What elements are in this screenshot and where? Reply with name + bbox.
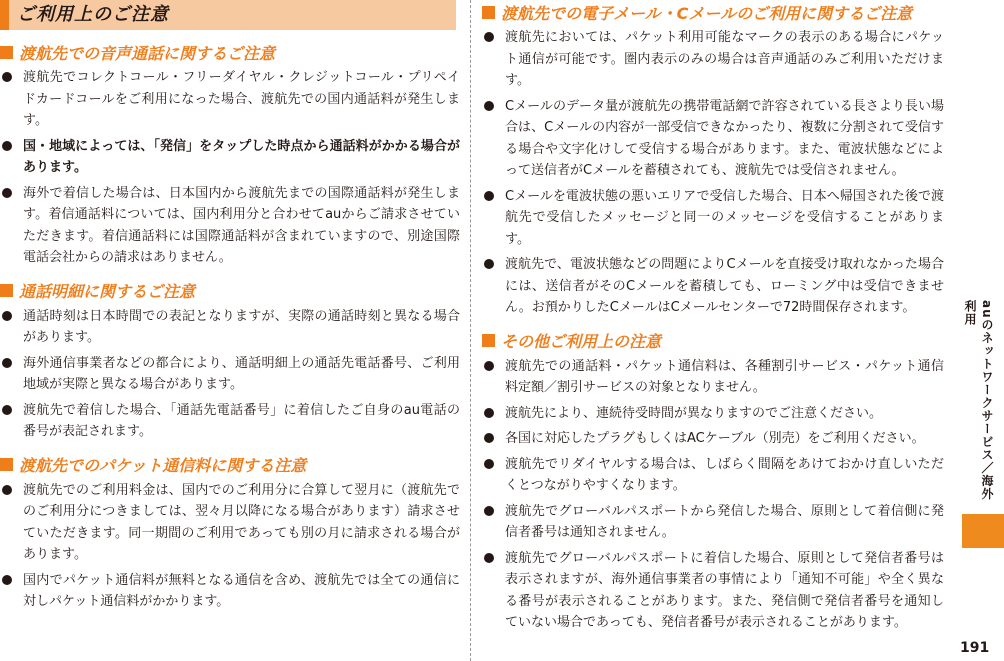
list-item: 渡航先により、連続待受時間が異なりますのでご注意ください。 (482, 403, 944, 425)
item-list (0, 306, 460, 443)
square-bullet-icon (0, 46, 13, 59)
section-heading-text: 渡航先でのパケット通信料に関する注意 (19, 456, 307, 475)
item-list (482, 27, 944, 319)
item-list (482, 356, 944, 634)
list-item: 渡航先で、電波状態などの問題によりCメールを直接受け取れなかった場合には、送信者がそのCメールを蓄積しても、ローミング中は受信できません。お預かりしたCメールはCメールセンターで72時間保存されます。 (482, 254, 944, 319)
page-number: 191 (960, 640, 990, 656)
bullet-icon (484, 408, 494, 418)
section-heading-text: 渡航先での音声通話に関するご注意 (19, 43, 276, 63)
list-item: 各国に対応したプラグもしくはACケーブル（別売）をご利用ください。 (482, 428, 944, 450)
bullet-icon (484, 459, 494, 469)
bullet-icon (2, 72, 12, 82)
list-item: 通話時刻は日本時間での表記となりますが、実際の通話時刻と異なる場合があります。 (0, 306, 460, 349)
list-item: 国内でパケット通信料が無料となる通信を含め、渡航先では全ての通信に対しパケット通信料がかかります。 (0, 570, 460, 613)
section-packet-fees (0, 453, 460, 613)
item-list (0, 67, 460, 269)
list-item: 渡航先でリダイヤルする場合は、しばらく間隔をあけておかけ直しいただくとつながりやすくなります。 (482, 454, 944, 497)
bullet-icon (2, 575, 12, 585)
bullet-icon (484, 553, 494, 563)
list-item: 渡航先においては、パケット利用可能なマークの表示のある場合にパケット通信が可能です。圏内表示のみの場合は音声通話のみご利用いただけます。 (482, 27, 944, 92)
section-email-cmail (482, 0, 944, 319)
list-item: 渡航先で着信した場合、「通話先電話番号」に着信したご自身のau電話の番号が表記されます。 (0, 400, 460, 443)
square-bullet-icon (0, 458, 13, 471)
section-heading-text: 通話明細に関するご注意 (19, 282, 196, 301)
bullet-icon (484, 361, 494, 371)
square-bullet-icon (0, 284, 13, 297)
section-other-notes (482, 329, 944, 634)
list-item: 渡航先でのご利用料金は、国内でのご利用分に合算して翌月に（渡航先でのご利用分につきましては、翌々月以降になる場合があります）請求させていただきます。同一期間のご利用であっても別の月に請求される場合があります。 (0, 480, 460, 566)
list-item: Cメールを電波状態の悪いエリアで受信した場合、日本へ帰国された後で渡航先で受信したメッセージと同一のメッセージを受信することがあります。 (482, 186, 944, 251)
bullet-icon (2, 311, 12, 321)
bullet-icon (484, 433, 494, 443)
square-bullet-icon (482, 6, 495, 19)
section-heading-text: 渡航先での電子メール・Cメールのご利用に関するご注意 (501, 3, 913, 23)
bullet-icon (484, 32, 494, 42)
chapter-side-tab: auのネットワークサービス／海外利用 (963, 300, 994, 501)
bullet-icon (2, 405, 12, 415)
item-list (0, 480, 460, 613)
list-item: 渡航先でグローバルパスポートに着信した場合、原則として発信者番号は表示されますが、海外通信事業者の事情により「通知不可能」や全く異なる番号が表示されることがあります。また、発信側で発信者番号を通知していない場合であっても、発信者番号が表示されることがあります。 (482, 548, 944, 634)
right-column (482, 0, 944, 638)
page-title: ご利用上のご注意 (0, 0, 456, 30)
bullet-icon (484, 506, 494, 516)
section-heading (0, 279, 460, 303)
bullet-icon (484, 191, 494, 201)
list-item: 渡航先でコレクトコール・フリーダイヤル・クレジットコール・プリペイドカードコールをご利用になった場合、渡航先での国内通話料が発生します。 (0, 67, 460, 132)
list-item: 海外通信事業者などの都合により、通話明細上の通話先電話番号、ご利用地域が実際と異なる場合があります。 (0, 353, 460, 396)
list-item: 渡航先でグローバルパスポートから発信した場合、原則として着信側に発信者番号は通知されません。 (482, 501, 944, 544)
section-heading (482, 329, 944, 353)
list-item: 国・地域によっては、「発信」をタップした時点から通話料がかかる場合があります。 (0, 136, 460, 179)
section-call-details (0, 279, 460, 443)
list-item: 海外で着信した場合は、日本国内から渡航先までの国際通話料が発生します。着信通話料については、国内利用分と合わせてauからご請求させていただきます。着信通話料には国際通話料が含まれていますので、別途国際電話会社からの請求はありません。 (0, 183, 460, 269)
column-divider (470, 0, 471, 661)
bullet-icon (2, 358, 12, 368)
bullet-icon (484, 259, 494, 269)
section-heading (0, 453, 460, 477)
square-bullet-icon (482, 334, 495, 347)
bullet-icon (2, 141, 12, 151)
section-heading-text: その他ご利用上の注意 (501, 332, 662, 351)
left-column (0, 0, 460, 617)
chapter-marker-block (962, 514, 1004, 548)
bullet-icon (2, 188, 12, 198)
bullet-icon (2, 485, 12, 495)
list-item: Cメールのデータ量が渡航先の携帯電話網で許容されている長さより長い場合は、Cメールの内容が一部受信できなかったり、複数に分割されて受信する場合や文字化けして受信する場合があります。また、電波状態などによって送信者がCメールを蓄積されても、渡航先では受信されません。 (482, 96, 944, 182)
section-heading (0, 40, 460, 64)
bullet-icon (484, 101, 494, 111)
section-voice-call (0, 40, 460, 269)
list-item: 渡航先での通話料・パケット通信料は、各種割引サービス・パケット通信料定額／割引サービスの対象となりません。 (482, 356, 944, 399)
section-heading (482, 0, 944, 24)
